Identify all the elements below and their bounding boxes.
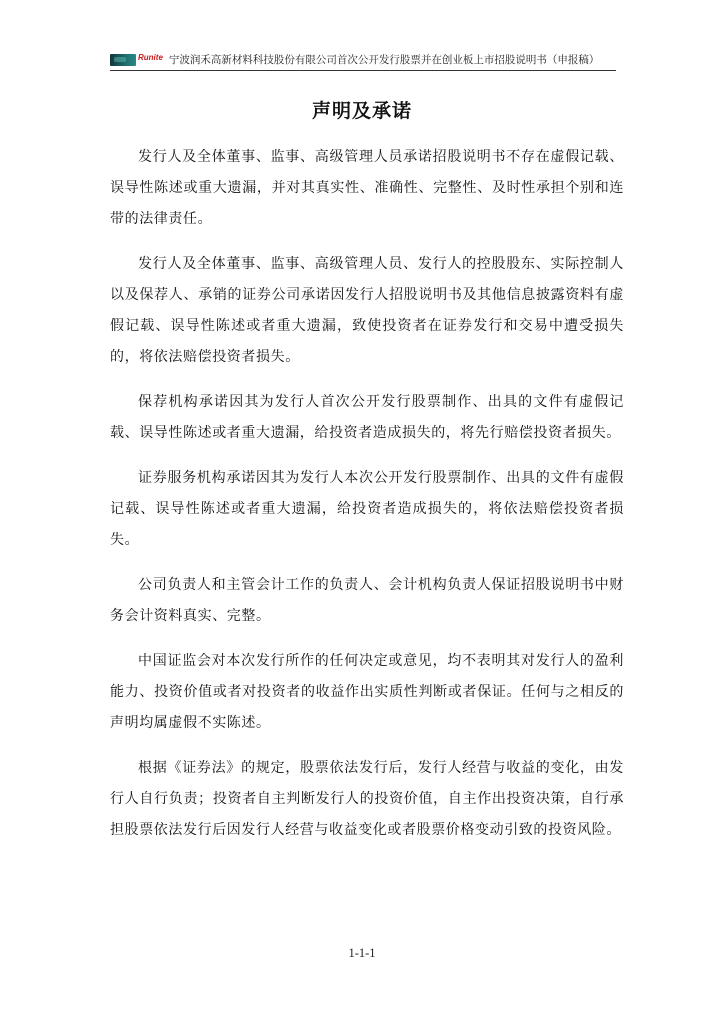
company-logo bbox=[110, 52, 163, 68]
paragraph-5: 公司负责人和主管会计工作的负责人、会计机构负责人保证招股说明书中财务会计资料真实、完整。 bbox=[110, 577, 624, 624]
document-title: 声明及承诺 bbox=[311, 100, 412, 122]
paragraph-4: 证券服务机构承诺因其为发行人本次公开发行股票制作、出具的文件有虚假记载、误导性陈述或者重大遗漏，给投资者造成损失的，将依法赔偿投资者损失。 bbox=[110, 470, 624, 548]
header-divider bbox=[110, 70, 616, 71]
header-title: 宁波润禾高新材料科技股份有限公司首次公开发行股票并在创业板上市招股说明书（申报稿） bbox=[168, 54, 600, 66]
paragraph-6: 中国证监会对本次发行所作的任何决定或意见，均不表明其对发行人的盈利能力、投资价值或者对投资者的收益作出实质性判断或者保证。任何与之相反的声明均属虚假不实陈述。 bbox=[110, 653, 624, 731]
document-body bbox=[110, 142, 624, 860]
page-number: 1-1-1 bbox=[348, 946, 376, 960]
logo-mark-icon bbox=[110, 54, 136, 66]
paragraph-1: 发行人及全体董事、监事、高级管理人员承诺招股说明书不存在虚假记载、误导性陈述或重大遗漏，并对其真实性、准确性、完整性、及时性承担个别和连带的法律责任。 bbox=[110, 149, 624, 227]
paragraph-7: 根据《证券法》的规定，股票依法发行后，发行人经营与收益的变化，由发行人自行负责；投资者自主判断发行人的投资价值，自主作出投资决策，自行承担股票依法发行后因发行人经营与收益变化或者股票价格变动引致的投资风险。 bbox=[110, 760, 624, 838]
logo-text: Runite bbox=[138, 52, 163, 62]
paragraph-2: 发行人及全体董事、监事、高级管理人员、发行人的控股股东、实际控制人以及保荐人、承销的证券公司承诺因发行人招股说明书及其他信息披露资料有虚假记载、误导性陈述或者重大遗漏，致使投资者在证券发行和交易中遭受损失的，将依法赔偿投资者损失。 bbox=[110, 256, 624, 365]
page-header bbox=[110, 48, 616, 68]
paragraph-3: 保荐机构承诺因其为发行人首次公开发行股票制作、出具的文件有虚假记载、误导性陈述或者重大遗漏，给投资者造成损失的，将先行赔偿投资者损失。 bbox=[110, 394, 624, 441]
